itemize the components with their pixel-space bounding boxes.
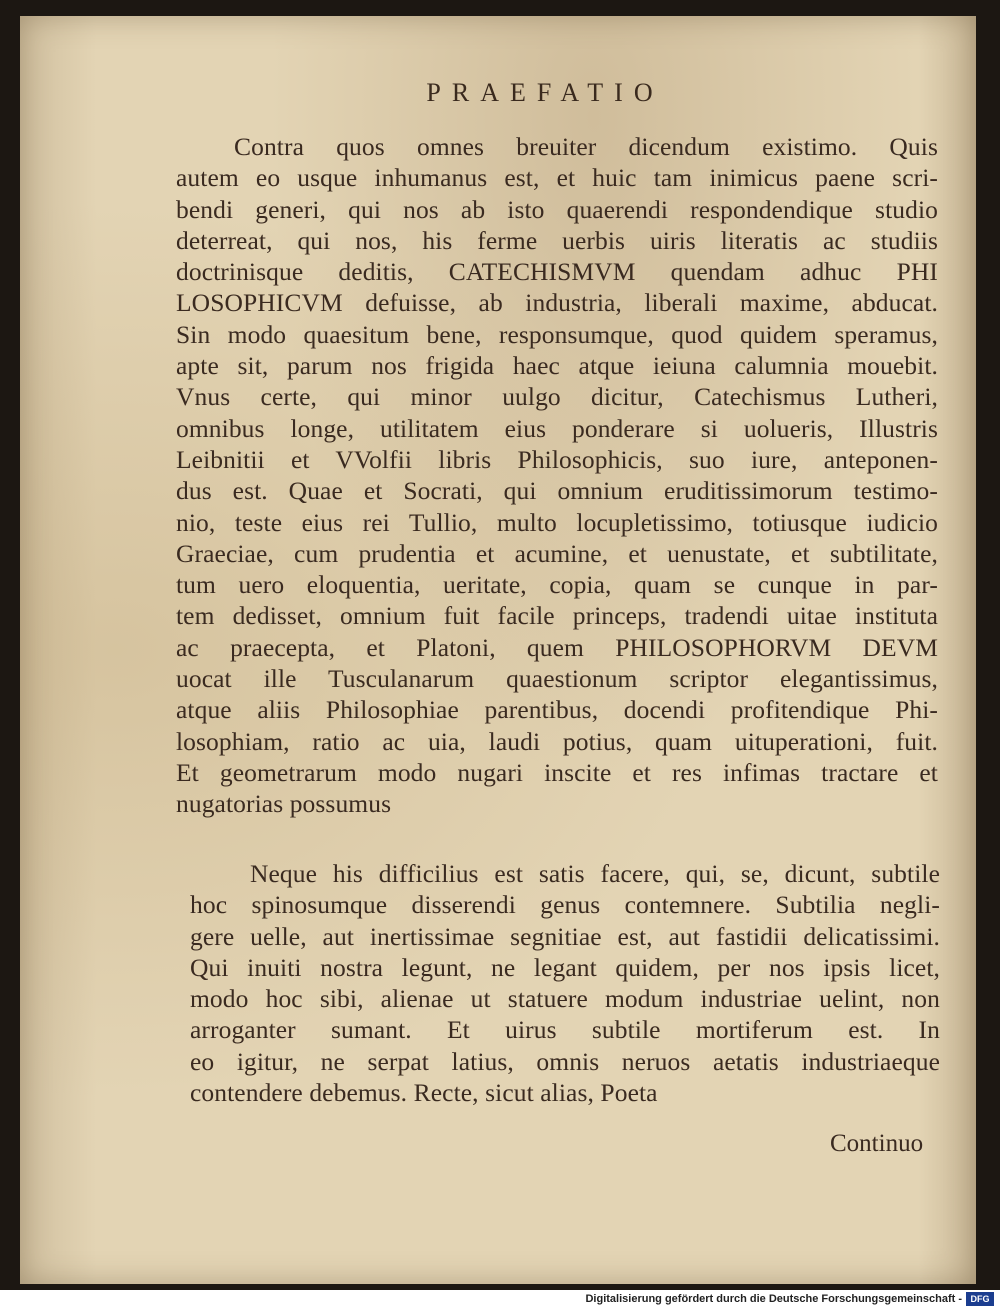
text-line: autem eo usque inhumanus est, et huic tam inimicus paene scri- — [176, 163, 938, 193]
text-line: Neque his difficilius est satis facere, qui, se, dicunt, subtile — [250, 859, 940, 888]
text-line: deterreat, qui nos, his ferme uerbis uiris literatis ac studiis — [176, 225, 938, 255]
text-line: atque aliis Philosophiae parentibus, docendi profitendique Phi- — [176, 695, 938, 725]
text-line: eo igitur, ne serpat latius, omnis neruos aetatis industriaeque — [190, 1046, 940, 1076]
funding-notice: Digitalisierung gefördert durch die Deutsche Forschungsgemeinschaft - — [585, 1293, 962, 1305]
text-line: Graeciae, cum prudentia et acumine, et uenustate, et subtilitate, — [176, 538, 938, 568]
text-line: contendere debemus. Recte, sicut alias, Poeta — [190, 1078, 658, 1108]
text-line: gere uelle, aut inertissimae segnitiae est, aut fastidii delicatissimi. — [190, 921, 940, 951]
text-line: Qui inuiti nostra legunt, ne legant quidem, per nos ipsis licet, — [190, 952, 940, 982]
text-line: nio, teste eius rei Tullio, multo locupletissimo, totiusque iudicio — [176, 507, 938, 537]
text-line: modo hoc sibi, alienae ut statuere modum industriae uelint, non — [190, 984, 940, 1014]
text-line: tem dedisset, omnium fuit facile princeps, tradendi uitae instituta — [176, 601, 938, 631]
text-line: Leibnitii et VVolfii libris Philosophicis, suo iure, anteponen- — [176, 444, 938, 474]
text-line: uocat ille Tusculanarum quaestionum scriptor elegantissimus, — [176, 664, 938, 694]
text-line: Et geometrarum modo nugari inscite et res infimas tractare et — [176, 757, 938, 787]
text-line: omnibus longe, utilitatem eius ponderare si uolueris, Illustris — [176, 413, 938, 443]
text-line: Vnus certe, qui minor uulgo dicitur, Catechismus Lutheri, — [176, 382, 938, 412]
text-line: LOSOPHICVM defuisse, ab industria, liberali maxime, abducat. — [176, 288, 938, 318]
text-line: bendi generi, qui nos ab isto quaerendi respondendique studio — [176, 194, 938, 224]
text-line: Sin modo quaesitum bene, responsumque, quod quidem speramus, — [176, 319, 938, 349]
text-line: tum uero eloquentia, ueritate, copia, quam se cunque in par- — [176, 570, 938, 600]
text-line: losophiam, ratio ac uia, laudi potius, quam uituperationi, fuit. — [176, 726, 938, 756]
paragraph-2 — [190, 858, 940, 1108]
text-line: apte sit, parum nos frigida haec atque ieiuna calumnia mouebit. — [176, 351, 938, 381]
text-line: hoc spinosumque disserendi genus contemnere. Subtilia negli- — [190, 890, 940, 920]
text-line: nugatorias possumus — [176, 789, 392, 819]
dfg-logo: DFG — [966, 1292, 994, 1306]
catchword: Continuo — [830, 1130, 924, 1157]
text-line: dus est. Quae et Socrati, qui omnium eruditissimorum testimo- — [176, 476, 938, 506]
running-header: PRAEFATIO — [426, 78, 664, 107]
text-line: arroganter sumant. Et uirus subtile mortiferum est. In — [190, 1015, 940, 1045]
text-line: Contra quos omnes breuiter dicendum existimo. Quis — [234, 132, 938, 161]
paragraph-1 — [176, 131, 938, 820]
text-line: ac praecepta, et Platoni, quem PHILOSOPHORVM DEVM — [176, 632, 938, 662]
text-line: doctrinisque deditis, CATECHISMVM quendam adhuc PHI — [176, 257, 938, 287]
